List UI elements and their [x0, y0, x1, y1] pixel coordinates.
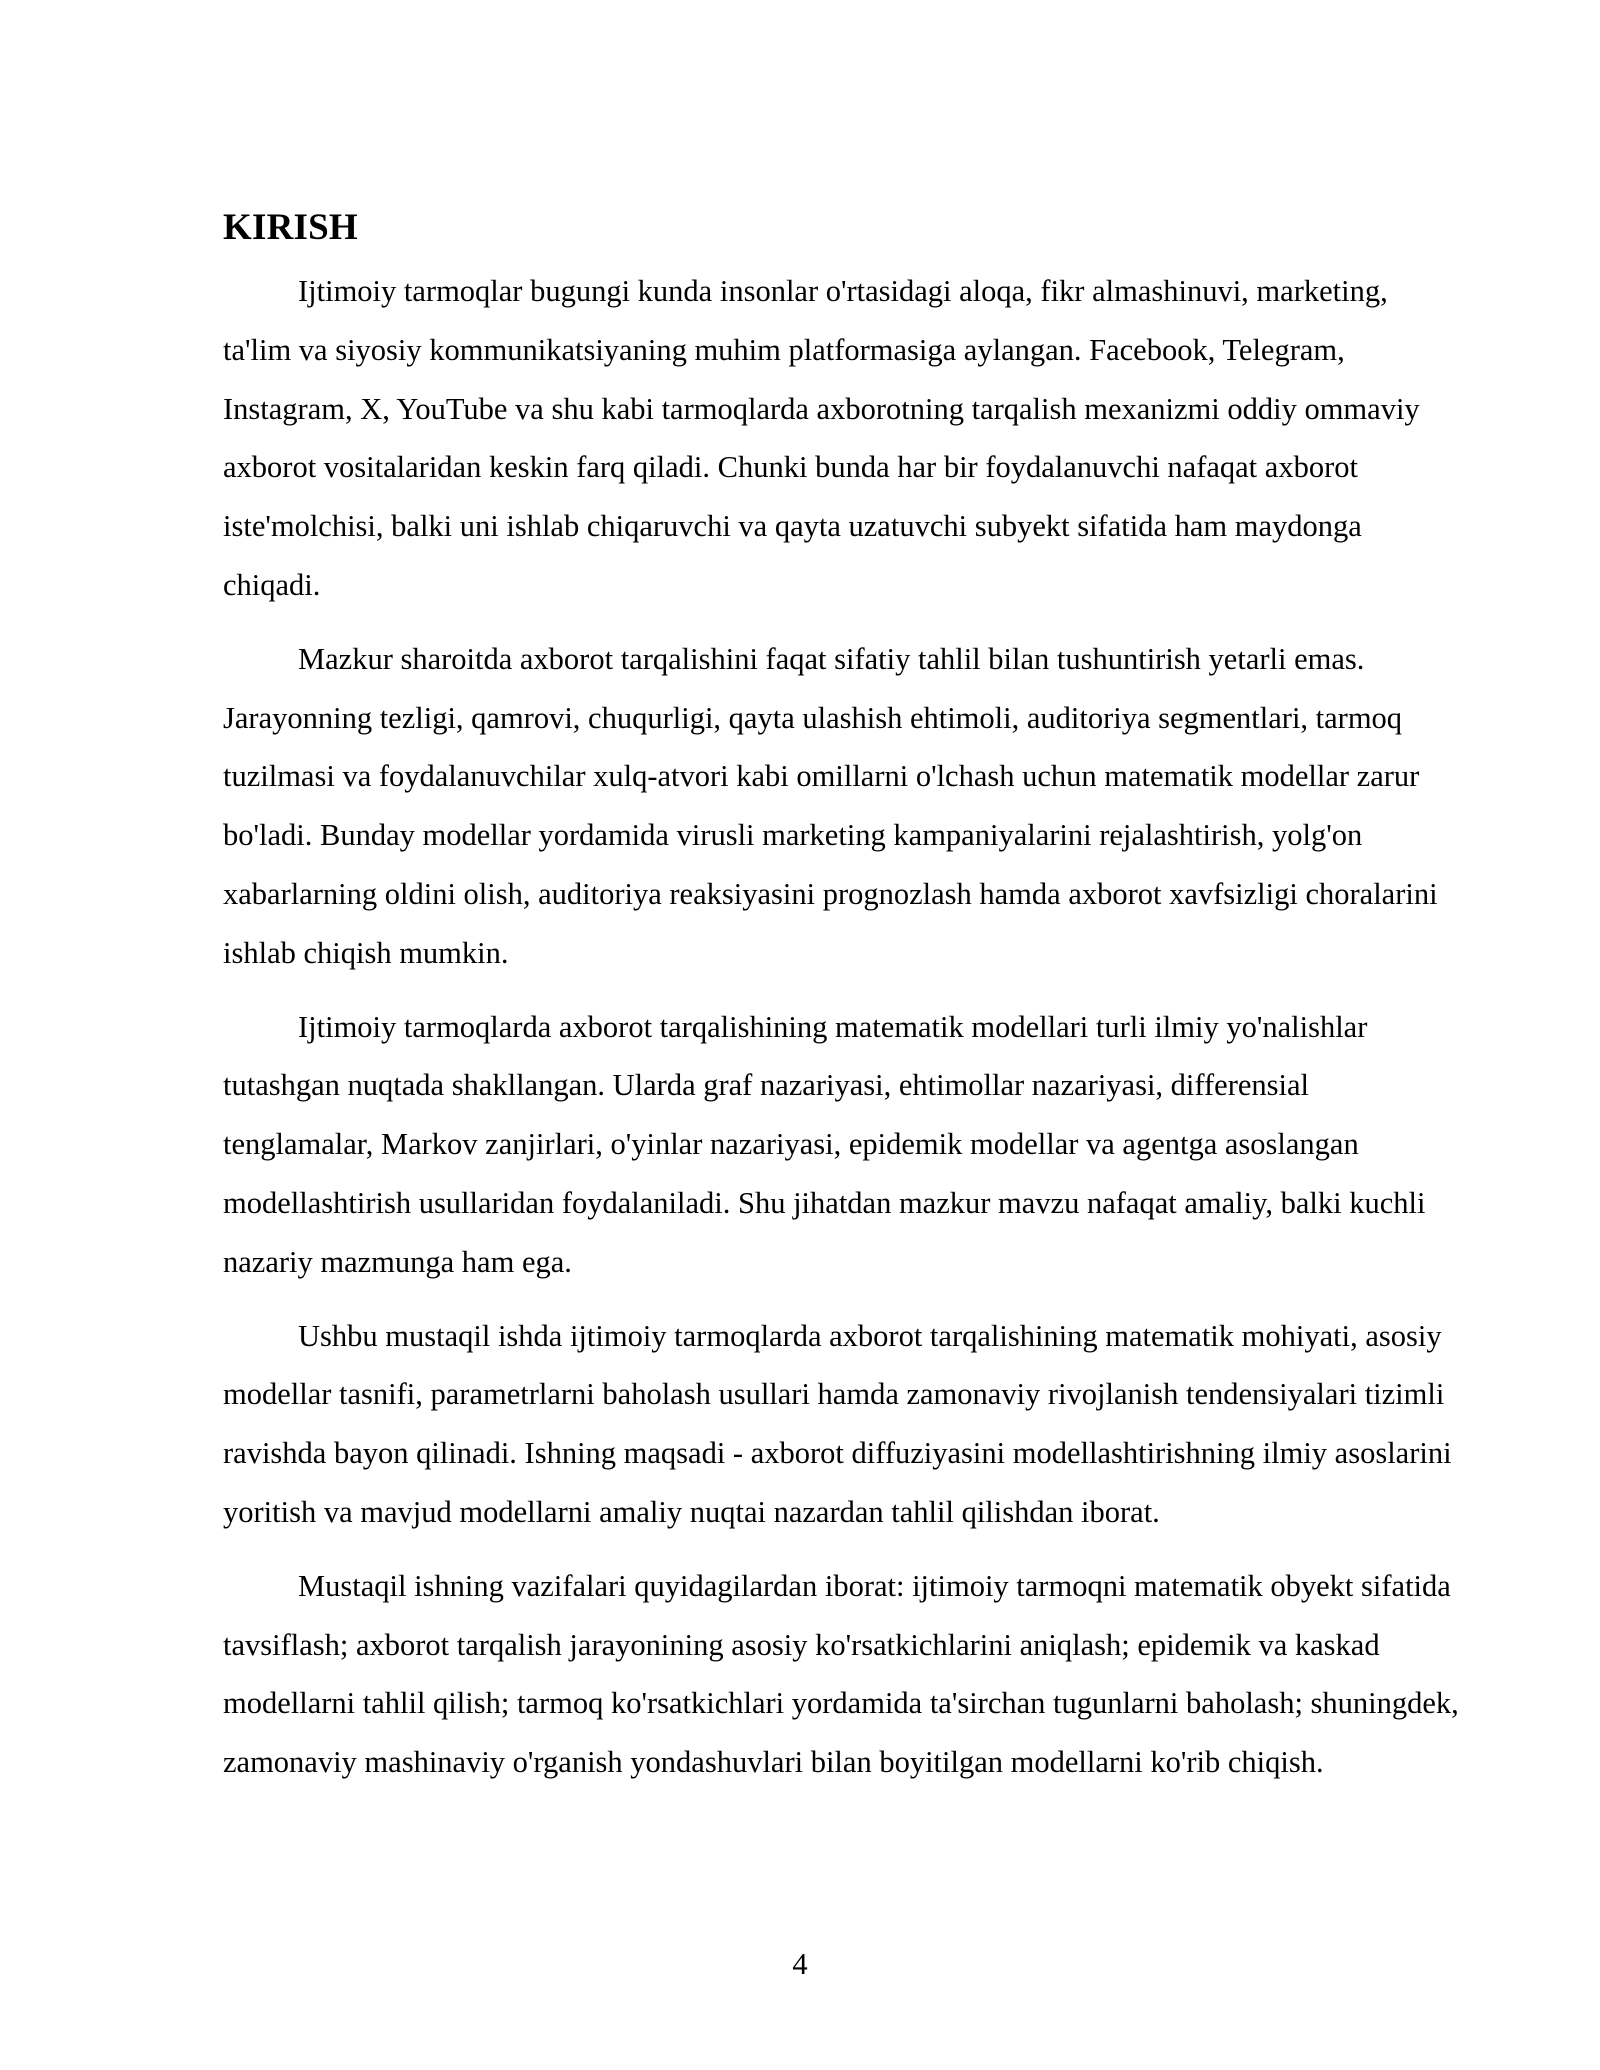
paragraph-4: Ushbu mustaqil ishda ijtimoiy tarmoqlarda axborot tarqalishining matematik mohiyati, asosiy modellar tasnifi, parametrlarni baholash usullari hamda zamonaviy rivojlanish tendensiyalari tizimli ravishda bayon qilinadi. Ishning maqsadi - axborot diffuziyasini modellashtirishning ilmiy asoslarini yoritish va mavjud modellarni amaliy nuqtai nazardan tahlil qilishdan iborat.: [223, 1318, 1452, 1529]
section-heading: KIRISH: [223, 207, 358, 248]
paragraph-3: Ijtimoiy tarmoqlarda axborot tarqalishining matematik modellari turli ilmiy yo'nalishlar tutashgan nuqtada shakllangan. Ularda graf nazariyasi, ehtimollar nazariyasi, differensial tenglamalar, Markov zanjirlari, o'yinlar nazariyasi, epidemik modellar va agentga asoslangan modellashtirish usullaridan foydalaniladi. Shu jihatdan mazkur mavzu nafaqat amaliy, balki kuchli nazariy mazmunga ham ega.: [223, 1009, 1426, 1279]
paragraph-1: Ijtimoiy tarmoqlar bugungi kunda insonlar o'rtasidagi aloqa, fikr almashinuvi, marketing, ta'lim va siyosiy kommunikatsiyaning muhim platformasiga aylangan. Facebook, Telegram, Instagram, X, YouTube va shu kabi tarmoqlarda axborotning tarqalish mexanizmi oddiy ommaviy axborot vositalaridan keskin farq qiladi. Chunki bunda har bir foydalanuvchi nafaqat axborot iste'molchisi, balki uni ishlab chiqaruvchi va qayta uzatuvchi subyekt sifatida ham maydonga chiqadi.: [223, 274, 1420, 602]
paragraph-5: Mustaqil ishning vazifalari quyidagilardan iborat: ijtimoiy tarmoqni matematik obyekt sifatida tavsiflash; axborot tarqalish jarayonining asosiy ko'rsatkichlarini aniqlash; epidemik va kaskad modellarni tahlil qilish; tarmoq ko'rsatkichlari yordamida ta'sirchan tugunlarni baholash; shuningdek, zamonaviy mashinaviy o'rganish yondashuvlari bilan boyitilgan modellarni ko'rib chiqish.: [223, 1568, 1459, 1780]
page-number: 4: [792, 1947, 808, 1981]
page-content: [223, 198, 1460, 1807]
paragraph-2: Mazkur sharoitda axborot tarqalishini faqat sifatiy tahlil bilan tushuntirish yetarli emas. Jarayonning tezligi, qamrovi, chuqurligi, qayta ulashish ehtimoli, auditoriya segmentlari, tarmoq tuzilmasi va foydalanuvchilar xulq-atvori kabi omillarni o'lchash uchun matematik modellar zarur bo'ladi. Bunday modellar yordamida virusli marketing kampaniyalarini rejalashtirish, yolg'on xabarlarning oldini olish, auditoriya reaksiyasini prognozlash hamda axborot xavfsizligi choralarini ishlab chiqish mumkin.: [223, 641, 1438, 970]
